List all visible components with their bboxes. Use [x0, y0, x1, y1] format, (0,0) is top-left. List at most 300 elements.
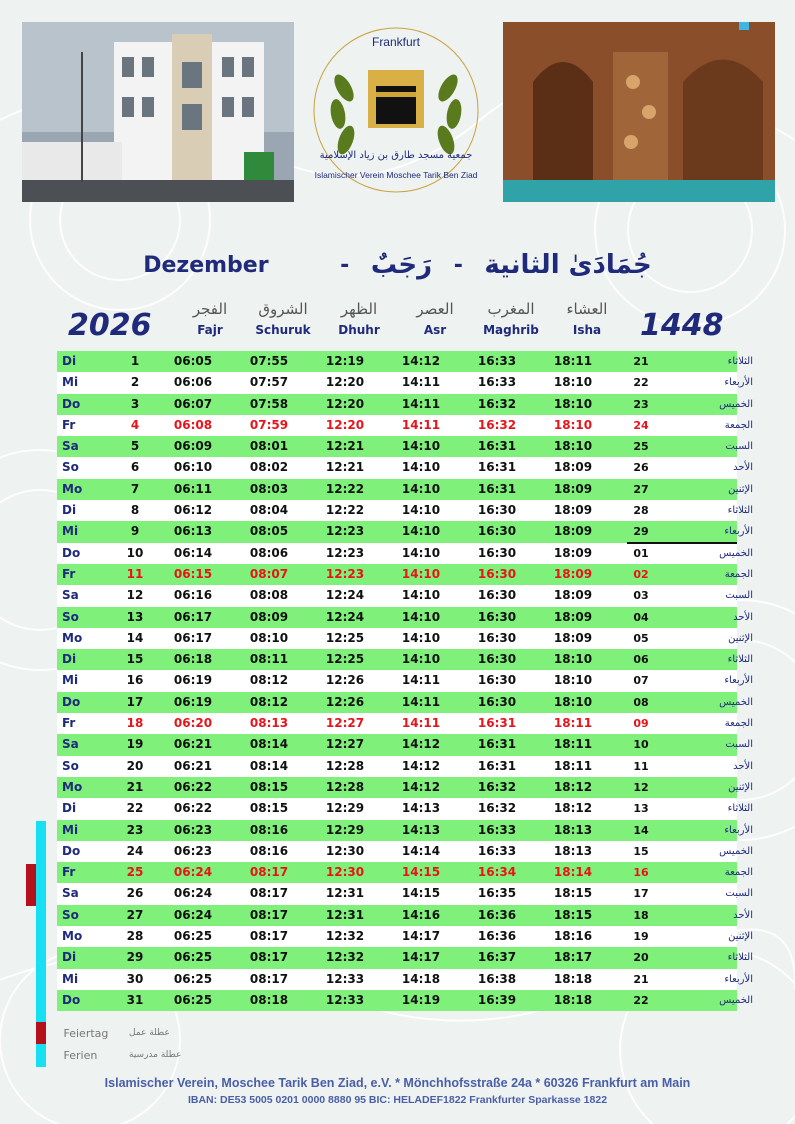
cell-fajr-time: 06:21 — [173, 758, 213, 773]
legend-feiertag — [36, 1022, 170, 1044]
table-row — [57, 926, 753, 947]
cell-isha-time: 18:12 — [553, 779, 593, 794]
cell-weekday: Di — [62, 503, 77, 518]
cell-asr-time: 14:12 — [401, 737, 441, 752]
cell-fajr-time: 06:22 — [173, 801, 213, 816]
cell-weekday-arabic: السبت — [725, 739, 753, 751]
cell-weekday: Fr — [62, 417, 76, 432]
cell-isha-time: 18:09 — [553, 481, 593, 496]
cell-dhuhr-time: 12:32 — [325, 929, 365, 944]
mosque-building-photo — [22, 22, 294, 202]
table-row — [57, 415, 753, 436]
cell-day: 16 — [126, 673, 144, 688]
cell-day: 18 — [126, 716, 144, 731]
cell-fajr-time: 06:18 — [173, 652, 213, 667]
cell-day: 3 — [130, 396, 140, 411]
cell-isha-time: 18:16 — [553, 929, 593, 944]
cell-isha-time: 18:13 — [553, 843, 593, 858]
cell-fajr-time: 06:23 — [173, 843, 213, 858]
cell-dhuhr-time: 12:19 — [325, 354, 365, 368]
table-row — [57, 372, 753, 393]
cell-schuruk-time: 08:08 — [249, 588, 289, 603]
table-row — [57, 692, 753, 713]
cell-schuruk-time: 08:16 — [249, 843, 289, 858]
cell-day: 19 — [126, 737, 144, 752]
cell-hijri-day: 10 — [633, 738, 649, 752]
table-row — [57, 628, 753, 649]
cell-dhuhr-time: 12:22 — [325, 503, 365, 518]
header-asr-de: Asr — [423, 323, 447, 337]
cell-asr-time: 14:11 — [401, 375, 441, 390]
cell-weekday-arabic: الخميس — [719, 398, 753, 410]
cell-day: 13 — [126, 609, 144, 624]
cell-schuruk-time: 08:04 — [249, 503, 289, 518]
table-row — [57, 883, 753, 904]
cell-hijri-day: 09 — [633, 717, 649, 731]
cell-maghrib-time: 16:30 — [477, 673, 517, 688]
cell-weekday: Do — [62, 992, 81, 1007]
cell-dhuhr-time: 12:31 — [325, 886, 365, 901]
cell-hijri-day: 27 — [633, 482, 649, 496]
cell-asr-time: 14:12 — [401, 758, 441, 773]
cell-maghrib-time: 16:30 — [477, 630, 517, 645]
cell-hijri-day: 15 — [633, 844, 649, 858]
cell-day: 2 — [130, 375, 140, 390]
cell-weekday: Do — [62, 843, 81, 858]
cell-maghrib-time: 16:31 — [477, 460, 517, 475]
hijri-year: 1448 — [640, 308, 724, 343]
cell-asr-time: 14:10 — [401, 630, 441, 645]
cell-asr-time: 14:11 — [401, 673, 441, 688]
cell-weekday-arabic: الأربعاء — [724, 526, 753, 538]
cell-isha-time: 18:10 — [553, 375, 593, 390]
cell-isha-time: 18:09 — [553, 460, 593, 475]
table-row — [57, 607, 753, 628]
cell-fajr-time: 06:09 — [173, 439, 213, 454]
cell-hijri-day: 03 — [633, 589, 649, 603]
table-row — [57, 947, 753, 968]
cell-schuruk-time: 08:11 — [249, 652, 289, 667]
header-fajr-de: Fajr — [197, 323, 223, 337]
cell-maghrib-time: 16:30 — [477, 652, 517, 667]
cell-asr-time: 14:12 — [401, 354, 441, 368]
header-fajr-ar: الفجر — [192, 300, 228, 318]
cell-dhuhr-time: 12:26 — [325, 694, 365, 709]
cell-weekday: Do — [62, 694, 81, 709]
cell-day: 29 — [126, 950, 144, 965]
cell-dhuhr-time: 12:25 — [325, 630, 365, 645]
cell-hijri-day: 01 — [633, 546, 649, 560]
cell-dhuhr-time: 12:23 — [325, 524, 365, 539]
table-row — [57, 351, 753, 372]
cell-hijri-day: 29 — [633, 525, 649, 539]
cell-weekday-arabic: الثلاثاء — [727, 654, 753, 666]
cell-dhuhr-time: 12:30 — [325, 843, 365, 858]
cell-asr-time: 14:10 — [401, 460, 441, 475]
cell-asr-time: 14:15 — [401, 865, 441, 880]
cell-isha-time: 18:09 — [553, 545, 593, 560]
cell-isha-time: 18:11 — [553, 354, 593, 368]
cell-hijri-day: 04 — [633, 610, 649, 624]
cell-schuruk-time: 08:18 — [249, 992, 289, 1007]
table-row — [57, 521, 753, 542]
cell-weekday: Sa — [62, 886, 79, 901]
header-isha-de: Isha — [572, 323, 602, 337]
cell-weekday: Di — [62, 801, 77, 816]
cell-weekday-arabic: الثلاثاء — [727, 505, 753, 517]
cell-weekday-arabic: الأحد — [733, 760, 753, 772]
legend-feiertag-swatch — [36, 1022, 46, 1044]
cell-weekday-arabic: الخميس — [719, 696, 753, 708]
cell-maghrib-time: 16:30 — [477, 566, 517, 581]
cell-asr-time: 14:11 — [401, 396, 441, 411]
cell-day: 26 — [126, 886, 144, 901]
legend-feiertag-label: Feiertag — [63, 1026, 109, 1040]
cell-maghrib-time: 16:33 — [477, 822, 517, 837]
cell-hijri-day: 13 — [633, 802, 649, 816]
header-schuruk-ar: الشروق — [258, 300, 308, 318]
cell-weekday-arabic: الإثنين — [728, 483, 753, 495]
cell-fajr-time: 06:20 — [173, 716, 213, 731]
cell-schuruk-time: 08:14 — [249, 737, 289, 752]
cell-maghrib-time: 16:31 — [477, 758, 517, 773]
cell-maghrib-time: 16:30 — [477, 524, 517, 539]
cell-asr-time: 14:12 — [401, 779, 441, 794]
mosque-logo — [296, 18, 496, 198]
cell-schuruk-time: 08:17 — [249, 886, 289, 901]
cell-asr-time: 14:10 — [401, 588, 441, 603]
cell-schuruk-time: 07:55 — [249, 354, 289, 368]
legend-ferien — [36, 1044, 181, 1066]
cell-fajr-time: 06:05 — [173, 354, 213, 368]
cell-isha-time: 18:10 — [553, 652, 593, 667]
cell-asr-time: 14:10 — [401, 652, 441, 667]
cell-weekday-arabic: الثلاثاء — [727, 803, 753, 815]
cell-dhuhr-time: 12:27 — [325, 737, 365, 752]
cell-isha-time: 18:11 — [553, 716, 593, 731]
cell-maghrib-time: 16:30 — [477, 545, 517, 560]
cell-fajr-time: 06:24 — [173, 907, 213, 922]
cell-dhuhr-time: 12:33 — [325, 971, 365, 986]
cell-weekday-arabic: الإثنين — [728, 781, 753, 793]
cell-hijri-day: 16 — [633, 866, 649, 880]
cell-dhuhr-time: 12:21 — [325, 460, 365, 475]
table-row — [57, 734, 753, 755]
cell-asr-time: 14:16 — [401, 907, 441, 922]
cell-weekday: Mi — [62, 822, 79, 837]
cell-hijri-day: 20 — [633, 951, 649, 965]
cell-asr-time: 14:11 — [401, 716, 441, 731]
cell-hijri-day: 21 — [633, 355, 649, 368]
cell-fajr-time: 06:14 — [173, 545, 213, 560]
cell-fajr-time: 06:23 — [173, 822, 213, 837]
cell-weekday: Mi — [62, 971, 79, 986]
month-title — [0, 250, 795, 284]
cell-maghrib-time: 16:36 — [477, 929, 517, 944]
cell-maghrib-time: 16:34 — [477, 865, 517, 880]
cell-asr-time: 14:19 — [401, 992, 441, 1007]
cell-hijri-day: 12 — [633, 780, 649, 794]
title-separator-2: - — [453, 252, 463, 278]
cell-asr-time: 14:10 — [401, 566, 441, 581]
cell-hijri-day: 24 — [633, 418, 649, 432]
cell-weekday: Fr — [62, 716, 76, 731]
header-maghrib-ar: المغرب — [487, 300, 535, 318]
cell-hijri-day: 14 — [633, 823, 649, 837]
cell-isha-time: 18:15 — [553, 886, 593, 901]
cell-schuruk-time: 08:15 — [249, 801, 289, 816]
cell-schuruk-time: 08:02 — [249, 460, 289, 475]
cell-isha-time: 18:10 — [553, 439, 593, 454]
cell-day: 8 — [130, 503, 140, 518]
table-row — [57, 543, 753, 564]
cell-dhuhr-time: 12:27 — [325, 716, 365, 731]
cell-day: 22 — [126, 801, 144, 816]
cell-hijri-day: 17 — [633, 887, 649, 901]
cell-weekday-arabic: الجمعة — [724, 419, 753, 431]
cell-weekday-arabic: الأربعاء — [724, 824, 753, 836]
table-row — [57, 905, 753, 926]
table-row — [57, 969, 753, 990]
prayer-times-table — [57, 351, 753, 1011]
cell-fajr-time: 06:06 — [173, 375, 213, 390]
legend-ferien-swatch — [36, 1044, 46, 1066]
cell-day: 12 — [126, 588, 144, 603]
cell-weekday: Mi — [62, 375, 79, 390]
cell-maghrib-time: 16:31 — [477, 737, 517, 752]
cell-day: 28 — [126, 929, 144, 944]
cell-asr-time: 14:15 — [401, 886, 441, 901]
logo-arabic-name: جمعية مسجد طارق بن زياد الإسلامية — [319, 150, 473, 161]
cell-day: 17 — [126, 694, 144, 709]
header-asr-ar: العصر — [416, 300, 454, 318]
cell-schuruk-time: 08:17 — [249, 950, 289, 965]
cell-fajr-time: 06:25 — [173, 971, 213, 986]
header-isha-ar: العشاء — [566, 300, 608, 318]
cell-asr-time: 14:10 — [401, 545, 441, 560]
cell-maghrib-time: 16:39 — [477, 992, 517, 1007]
cell-hijri-day: 18 — [633, 908, 649, 922]
cell-weekday: Sa — [62, 737, 79, 752]
cell-maghrib-time: 16:32 — [477, 417, 517, 432]
cell-day: 5 — [130, 439, 140, 454]
cell-maghrib-time: 16:31 — [477, 439, 517, 454]
cell-maghrib-time: 16:37 — [477, 950, 517, 965]
cell-hijri-day: 07 — [633, 674, 649, 688]
cell-maghrib-time: 16:38 — [477, 971, 517, 986]
cell-asr-time: 14:10 — [401, 609, 441, 624]
cell-dhuhr-time: 12:28 — [325, 779, 365, 794]
table-row — [57, 564, 753, 585]
cell-weekday-arabic: الثلاثاء — [727, 356, 753, 367]
cell-weekday: Fr — [62, 865, 76, 880]
cell-isha-time: 18:18 — [553, 992, 593, 1007]
cell-maghrib-time: 16:31 — [477, 716, 517, 731]
table-row — [57, 713, 753, 734]
cell-dhuhr-time: 12:24 — [325, 609, 365, 624]
cell-weekday-arabic: الخميس — [719, 845, 753, 857]
cell-schuruk-time: 07:57 — [249, 375, 289, 390]
cell-isha-time: 18:09 — [553, 566, 593, 581]
cell-fajr-time: 06:13 — [173, 524, 213, 539]
cell-fajr-time: 06:19 — [173, 673, 213, 688]
title-separator: - — [340, 252, 350, 278]
cell-weekday: Mi — [62, 673, 79, 688]
cell-maghrib-time: 16:35 — [477, 886, 517, 901]
cell-weekday: Do — [62, 396, 81, 411]
cell-schuruk-time: 08:14 — [249, 758, 289, 773]
cell-day: 20 — [126, 758, 144, 773]
legend-ferien-label: Ferien — [63, 1048, 98, 1062]
footer-address: Islamischer Verein, Moschee Tarik Ben Ziad, e.V. * Mönchhofsstraße 24a * 60326 Frankfurt am Main — [104, 1076, 691, 1090]
cell-dhuhr-time: 12:20 — [325, 396, 365, 411]
cell-schuruk-time: 08:17 — [249, 929, 289, 944]
cell-maghrib-time: 16:32 — [477, 396, 517, 411]
cell-isha-time: 18:14 — [553, 865, 593, 880]
cell-day: 14 — [126, 630, 144, 645]
cell-day: 4 — [130, 417, 140, 432]
cell-weekday: Mo — [62, 481, 83, 496]
cell-weekday-arabic: الإثنين — [728, 632, 753, 644]
cell-schuruk-time: 08:17 — [249, 907, 289, 922]
cell-weekday: So — [62, 758, 79, 773]
cell-weekday-arabic: الجمعة — [724, 867, 753, 879]
cell-isha-time: 18:10 — [553, 694, 593, 709]
cell-day: 11 — [126, 566, 144, 581]
cell-asr-time: 14:17 — [401, 950, 441, 965]
cell-weekday: So — [62, 609, 79, 624]
header-isha — [542, 298, 632, 340]
cell-dhuhr-time: 12:29 — [325, 822, 365, 837]
cell-hijri-day: 28 — [633, 504, 649, 518]
cell-weekday-arabic: السبت — [725, 441, 753, 453]
cell-day: 27 — [126, 907, 144, 922]
cell-isha-time: 18:10 — [553, 673, 593, 688]
cell-fajr-time: 06:24 — [173, 886, 213, 901]
cell-maghrib-time: 16:33 — [477, 375, 517, 390]
cell-fajr-time: 06:19 — [173, 694, 213, 709]
cell-weekday: Sa — [62, 439, 79, 454]
cell-weekday-arabic: السبت — [725, 888, 753, 900]
cell-schuruk-time: 08:07 — [249, 566, 289, 581]
cell-day: 25 — [126, 865, 144, 880]
legend-feiertag-ar: عطلة عمل — [129, 1028, 170, 1038]
cell-dhuhr-time: 12:28 — [325, 758, 365, 773]
cell-schuruk-time: 08:13 — [249, 716, 289, 731]
cell-isha-time: 18:11 — [553, 758, 593, 773]
cell-weekday-arabic: الأربعاء — [724, 377, 753, 389]
cell-asr-time: 14:11 — [401, 694, 441, 709]
cell-weekday: Mo — [62, 929, 83, 944]
cell-schuruk-time: 08:05 — [249, 524, 289, 539]
cell-maghrib-time: 16:32 — [477, 779, 517, 794]
cell-dhuhr-time: 12:24 — [325, 588, 365, 603]
cell-maghrib-time: 16:32 — [477, 801, 517, 816]
cell-hijri-day: 21 — [633, 972, 649, 986]
cell-schuruk-time: 08:01 — [249, 439, 289, 454]
cell-asr-time: 14:10 — [401, 439, 441, 454]
cell-day: 6 — [130, 460, 140, 475]
cell-maghrib-time: 16:36 — [477, 907, 517, 922]
cell-dhuhr-time: 12:25 — [325, 652, 365, 667]
cell-weekday-arabic: الجمعة — [724, 718, 753, 730]
cell-fajr-time: 06:25 — [173, 992, 213, 1007]
cell-weekday-arabic: الجمعة — [724, 568, 753, 580]
cell-schuruk-time: 07:59 — [249, 417, 289, 432]
cell-day: 7 — [130, 481, 140, 496]
cell-fajr-time: 06:16 — [173, 588, 213, 603]
table-row — [57, 862, 753, 883]
cell-weekday-arabic: الإثنين — [728, 931, 753, 943]
cell-dhuhr-time: 12:20 — [325, 417, 365, 432]
cell-weekday: Di — [62, 354, 77, 368]
cell-maghrib-time: 16:30 — [477, 503, 517, 518]
cell-isha-time: 18:09 — [553, 588, 593, 603]
table-row — [57, 777, 753, 798]
cell-weekday: So — [62, 907, 79, 922]
table-row — [57, 841, 753, 862]
cell-fajr-time: 06:12 — [173, 503, 213, 518]
cell-isha-time: 18:09 — [553, 524, 593, 539]
table-row — [57, 798, 753, 819]
cell-dhuhr-time: 12:20 — [325, 375, 365, 390]
cell-weekday: Mi — [62, 524, 79, 539]
cell-weekday: Mo — [62, 630, 83, 645]
cell-weekday-arabic: الخميس — [719, 994, 753, 1006]
cell-hijri-day: 26 — [633, 461, 649, 475]
cell-schuruk-time: 08:06 — [249, 545, 289, 560]
logo-latin-name: Islamischer Verein Moschee Tarik Ben Ziad — [314, 170, 478, 180]
cell-dhuhr-time: 12:30 — [325, 865, 365, 880]
cell-hijri-day: 06 — [633, 653, 649, 667]
header-dhuhr-ar: الظهر — [340, 300, 378, 318]
cell-hijri-day: 19 — [633, 930, 649, 944]
cell-asr-time: 14:14 — [401, 843, 441, 858]
cell-dhuhr-time: 12:33 — [325, 992, 365, 1007]
cell-fajr-time: 06:10 — [173, 460, 213, 475]
cell-asr-time: 14:10 — [401, 524, 441, 539]
mosque-interior-photo — [503, 22, 775, 202]
cell-isha-time: 18:10 — [553, 417, 593, 432]
cell-weekday-arabic: الأحد — [733, 909, 753, 921]
cell-fajr-time: 06:11 — [173, 481, 213, 496]
cell-schuruk-time: 08:16 — [249, 822, 289, 837]
cell-hijri-day: 05 — [633, 631, 649, 645]
cell-isha-time: 18:09 — [553, 630, 593, 645]
header-schuruk-de: Schuruk — [255, 323, 311, 337]
cell-weekday-arabic: الأربعاء — [724, 973, 753, 985]
cell-weekday-arabic: الثلاثاء — [727, 952, 753, 964]
cell-schuruk-time: 07:58 — [249, 396, 289, 411]
cell-fajr-time: 06:07 — [173, 396, 213, 411]
cell-fajr-time: 06:21 — [173, 737, 213, 752]
table-row — [57, 990, 753, 1011]
cell-hijri-day: 22 — [633, 376, 649, 390]
cell-weekday-arabic: الأحد — [733, 611, 753, 623]
cell-fajr-time: 06:17 — [173, 630, 213, 645]
cell-isha-time: 18:13 — [553, 822, 593, 837]
cell-hijri-day: 22 — [633, 993, 649, 1007]
cell-day: 10 — [126, 545, 144, 560]
cell-isha-time: 18:10 — [553, 396, 593, 411]
table-row — [57, 500, 753, 521]
cell-dhuhr-time: 12:29 — [325, 801, 365, 816]
cell-dhuhr-time: 12:26 — [325, 673, 365, 688]
cell-schuruk-time: 08:12 — [249, 694, 289, 709]
month-arabic-first: جُمَادَىٰ الثانية — [484, 250, 652, 280]
month-arabic-second: رَجَبٌ — [370, 250, 433, 280]
cell-isha-time: 18:11 — [553, 737, 593, 752]
